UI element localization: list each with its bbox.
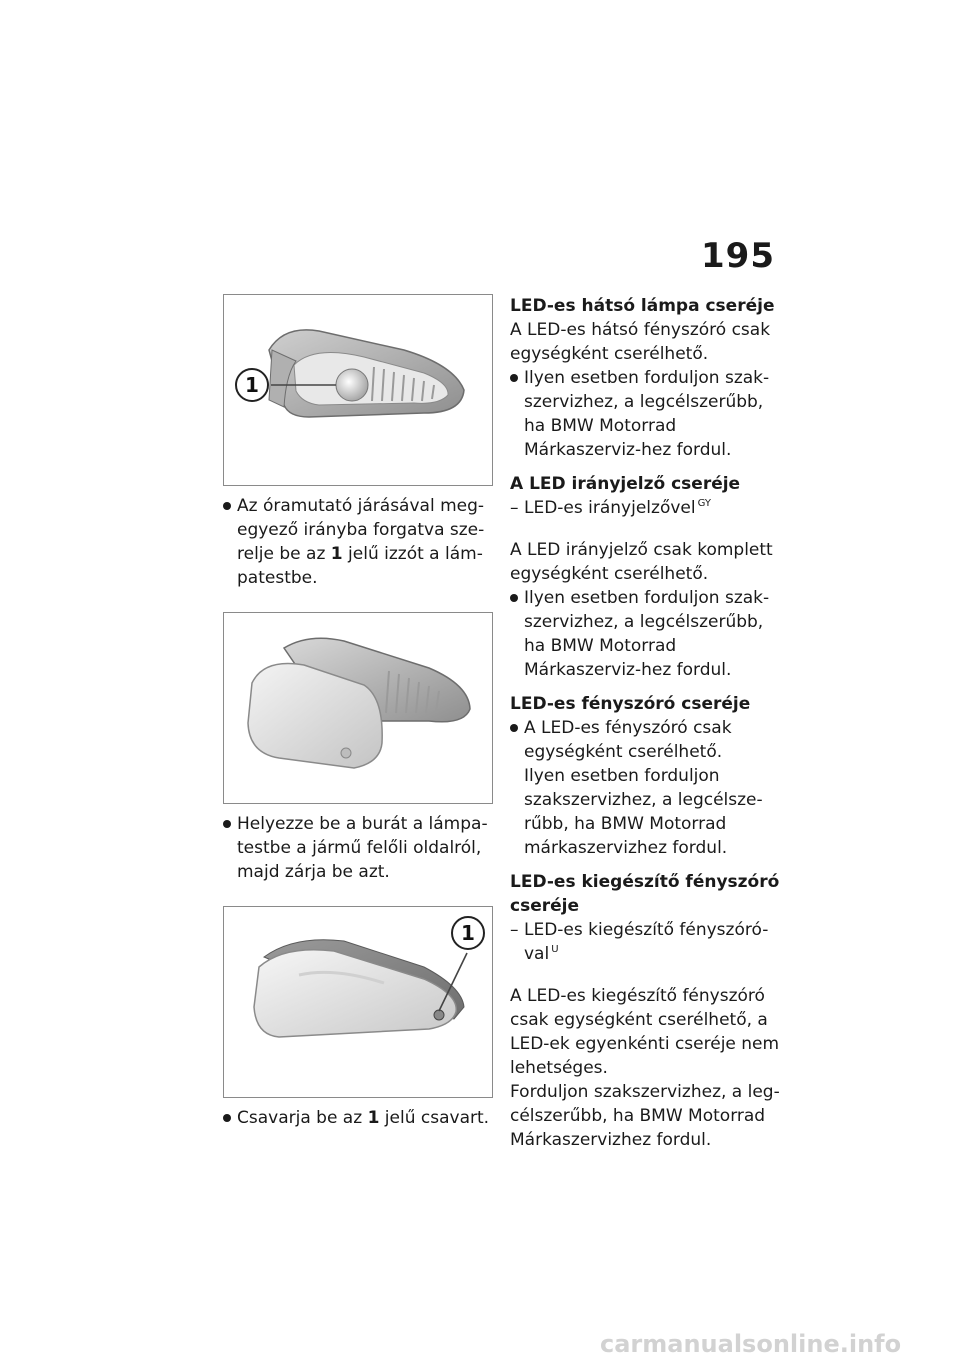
para-aux-light-1: A LED-es kiegészítő fényszóró csak egységként cserélhető, a LED-ek egyenkénti cseréje nem lehetséges. xyxy=(510,986,780,1078)
condition-aux-light: – LED-es kiegészítő fényszóró-val $^U$ xyxy=(510,918,782,966)
para-aux-light-2: Forduljon szakszervizhez, a leg-célszerűbb, ha BMW Motorrad Márkaszervizhez fordul. xyxy=(510,1082,780,1150)
bullet-headlight-cont: Ilyen esetben forduljon szakszervizhez, a legcélsze-rűbb, ha BMW Motorrad márkaszervizhez fordul. xyxy=(524,766,763,858)
figure-screw-install xyxy=(223,906,493,1098)
para-rear-light: A LED-es hátsó fényszóró csak egységként cserélhető. xyxy=(510,320,771,364)
callout-label-1: 1 xyxy=(461,921,475,945)
para-turn-signal: A LED irányjelző csak komplett egységként cserélhető. xyxy=(510,540,773,584)
step-install-bulb: Az óramutató járásával meg-egyező irányba forgatva sze-relje be az 1 jelű izzót a lám-patestbe. xyxy=(223,494,495,590)
step-install-lens: Helyezze be a burát a lámpa-testbe a jármű felőli oldalról, majd zárja be azt. xyxy=(223,812,495,884)
heading-headlight: LED-es fényszóró cseréje xyxy=(510,694,751,714)
watermark: carmanualsonline.info xyxy=(600,1330,902,1358)
step-install-screw: Csavarja be az 1 jelű csavart. xyxy=(223,1106,495,1130)
figure-bulb-install xyxy=(223,294,493,486)
turn-signal-bulb-illustration xyxy=(224,295,493,486)
bullet-turn-signal: Ilyen esetben forduljon szak-szervizhez, a legcélszerűbb, ha BMW Motorrad Márkaszerviz-hez fordul. xyxy=(510,586,782,682)
figure-lens-install xyxy=(223,612,493,804)
bullet-rear-light: Ilyen esetben forduljon szak-szervizhez, a legcélszerűbb, ha BMW Motorrad Márkaszerviz-hez fordul. xyxy=(510,366,782,462)
left-column xyxy=(223,294,495,1130)
page-number: 195 xyxy=(701,236,775,276)
turn-signal-screw-illustration xyxy=(224,907,493,1098)
condition-turn-signal: – LED-es irányjelzővel $^{GY}$ xyxy=(510,496,782,520)
callout-label-1: 1 xyxy=(245,373,259,397)
right-column xyxy=(510,294,782,1152)
heading-aux-light: LED-es kiegészítő fényszóró cseréje xyxy=(510,872,780,916)
heading-rear-light: LED-es hátsó lámpa cseréje xyxy=(510,296,775,316)
turn-signal-lens-illustration xyxy=(224,613,493,804)
heading-turn-signal: A LED irányjelző cseréje xyxy=(510,474,741,494)
bullet-headlight: A LED-es fényszóró csak egységként cserélhető. xyxy=(510,716,782,764)
